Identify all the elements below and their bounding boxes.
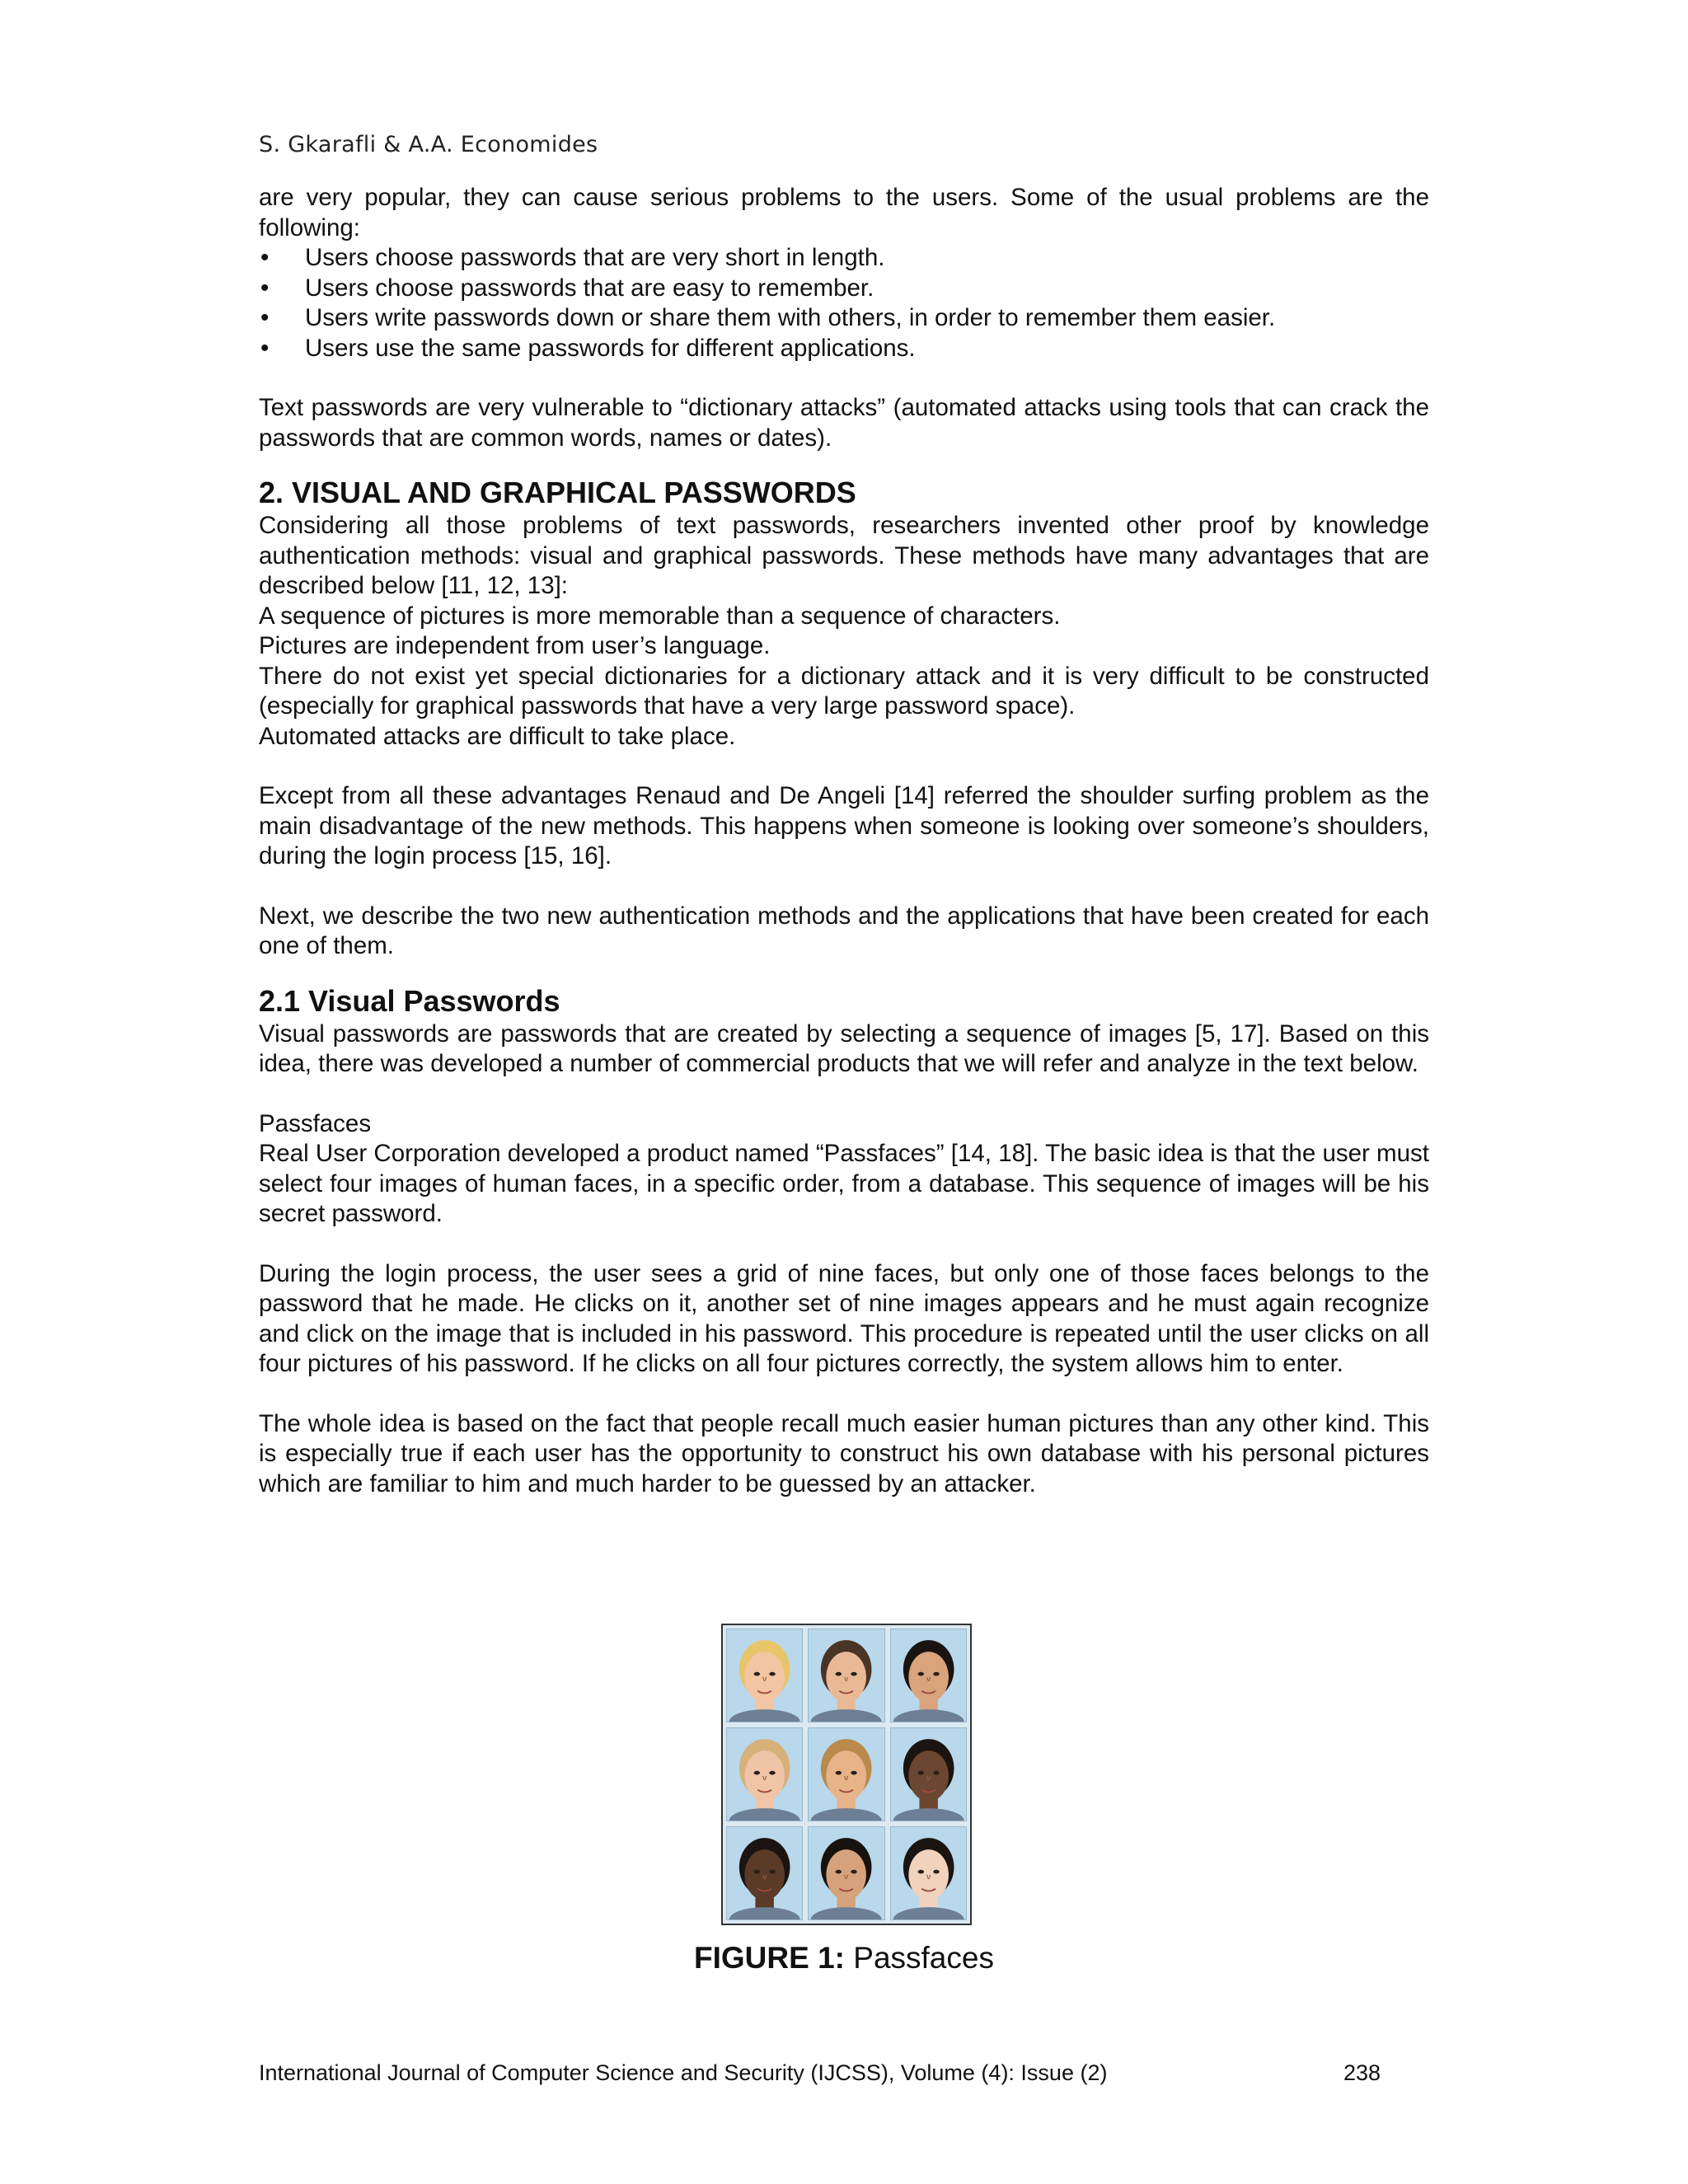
face-portrait [891, 1629, 966, 1722]
face-portrait [809, 1827, 884, 1919]
advantage-line: There do not exist yet special dictionaries for a dictionary attack and it is very difficult to be constructed (especially for graphical passwords that have a very large password space). [259, 662, 1429, 719]
face-image [726, 1826, 803, 1920]
running-head: S. Gkarafli & A.A. Economides [259, 132, 598, 157]
face-portrait [891, 1728, 966, 1821]
advantage-line: Pictures are independent from user’s language. [259, 632, 771, 659]
passfaces-figure [721, 1624, 972, 1925]
page-number: 238 [1343, 2060, 1381, 2085]
face-portrait [727, 1728, 802, 1821]
face-image [726, 1727, 803, 1821]
face-portrait [727, 1629, 802, 1722]
section-heading: 2. VISUAL AND GRAPHICAL PASSWORDS [259, 476, 856, 509]
list-item: • Users use the same passwords for different applications. [259, 334, 1429, 364]
paragraph: Considering all those problems of text passwords, researchers invented other proof by knowledge authentication methods: visual and graphical passwords. These methods have many advantages that are described below [11, 12, 13]: [259, 512, 1429, 599]
paragraph: The whole idea is based on the fact that people recall much easier human pictures than any other kind. This is especially true if each user has the opportunity to construct his own database with his personal pictures which are familiar to him and much harder to be guessed by an attacker. [259, 1409, 1429, 1497]
face-image [890, 1727, 967, 1821]
face-portrait [809, 1728, 884, 1821]
advantage-line: A sequence of pictures is more memorable than a sequence of characters. [259, 602, 1061, 630]
paragraph: Text passwords are very vulnerable to “dictionary attacks” (automated attacks using tools that can crack the passwords that are common words, names or dates). [259, 394, 1429, 452]
paragraph: Real User Corporation developed a product named “Passfaces” [14, 18]. The basic idea is that the user must select four images of human faces, in a specific order, from a database. This sequence of images will be his secret password. [259, 1140, 1429, 1227]
face-image [808, 1629, 884, 1722]
face-image [808, 1727, 884, 1821]
face-image [890, 1629, 967, 1722]
face-portrait [727, 1827, 802, 1919]
list-item: • Users write passwords down or share them with others, in order to remember them easier. [259, 303, 1429, 334]
face-portrait [891, 1827, 966, 1919]
face-portrait [809, 1629, 884, 1722]
figure-caption [0, 1941, 1688, 1975]
face-image [890, 1826, 967, 1920]
paragraph: During the login process, the user sees a grid of nine faces, but only one of those faces belongs to the password that he made. He clicks on it, another set of nine images appears and he must again recognize and click on the image that is included in his password. This procedure is repeated until the user clicks on all four pictures of his password. If he clicks on all four pictures correctly, the system allows him to enter. [259, 1259, 1429, 1377]
subsection-heading: 2.1 Visual Passwords [259, 983, 560, 1018]
face-image [808, 1826, 884, 1920]
list-item: • Users choose passwords that are very short in length. [259, 243, 1429, 274]
list-item: • Users choose passwords that are easy to remember. [259, 274, 1429, 304]
paragraph: Next, we describe the two new authentication methods and the applications that have been created for each one of them. [259, 902, 1429, 959]
face-grid [726, 1629, 967, 1920]
body-text [259, 183, 1429, 1499]
page-footer [259, 2060, 1380, 2086]
face-image [726, 1629, 803, 1722]
problem-list [259, 243, 1429, 363]
figure-label: FIGURE 1: [694, 1941, 845, 1975]
figure-caption-text: Passfaces [853, 1941, 994, 1975]
advantage-line: Automated attacks are difficult to take place. [259, 722, 736, 750]
paragraph: are very popular, they can cause serious problems to the users. Some of the usual problems are the following: [259, 184, 1429, 241]
passfaces-title: Passfaces [259, 1109, 372, 1137]
paragraph: Except from all these advantages Renaud and De Angeli [14] referred the shoulder surfing problem as the main disadvantage of the new methods. This happens when someone is looking over someone’s shoulders, during the login process [15, 16]. [259, 782, 1429, 869]
paragraph: Visual passwords are passwords that are created by selecting a sequence of images [5, 17]. Based on this idea, there was developed a number of commercial products that we will refer and analyze in the text below. [259, 1019, 1429, 1077]
journal-name: International Journal of Computer Science and Security (IJCSS), Volume (4): Issue (2) [259, 2060, 1108, 2085]
